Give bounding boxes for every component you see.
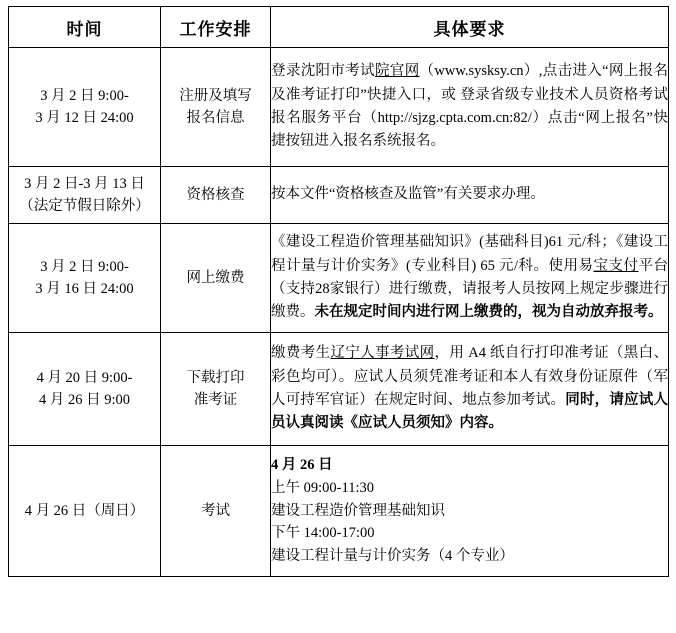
table-row: [9, 333, 669, 446]
requirement-bold-text: 未在规定时间内进行网上缴费的，视为自动放弃报考。: [314, 304, 663, 321]
requirement-text: 《建设工程造价管理基础知识》(基础科目)61 元/科；《建设工程计量与计价实务》(专业科目) 65 元/科。使用易: [271, 234, 668, 274]
exam-date: 4 月 26 日: [271, 456, 333, 473]
exam-session-time: 下午 14:00-17:00: [271, 525, 375, 542]
table-row: [9, 167, 669, 224]
cell-time: [9, 333, 161, 446]
cell-task: [161, 224, 271, 333]
cell-time: [9, 167, 161, 224]
time-line: 3 月 16 日 24:00: [35, 281, 134, 297]
column-header-requirement: 具体要求: [271, 7, 669, 48]
task-line: 下载打印: [186, 369, 245, 386]
exam-schedule-table: [8, 6, 669, 577]
requirement-text: 登录沈阳市考试: [271, 63, 375, 80]
table-header-row: [9, 7, 669, 48]
time-line: 3 月 2 日 9:00-: [40, 258, 129, 275]
task-line: 资格核查: [186, 186, 245, 203]
cell-task: [161, 333, 271, 446]
requirement-bold-text: 同时，请应试人员认真阅读《应试人员须知》内容。: [271, 392, 669, 432]
cell-task: [161, 446, 271, 577]
cell-requirement: [271, 446, 669, 577]
cell-task: [161, 48, 271, 167]
cell-task: [161, 167, 271, 224]
cell-requirement: [271, 167, 669, 224]
column-header-task: 工作安排: [161, 7, 271, 48]
requirement-underline-text: 辽宁人事考试网: [330, 345, 435, 362]
cell-time: [9, 446, 161, 577]
requirement-text: 平台（支持28家银行）进行缴费，请报考人员按网上规定步骤进行缴费。: [271, 257, 669, 321]
exam-session-time: 上午 09:00-11:30: [271, 479, 374, 496]
cell-requirement: [271, 224, 669, 333]
time-line: 4 月 20 日 9:00-: [36, 369, 133, 386]
task-line: 网上缴费: [186, 269, 245, 286]
table-row: [9, 224, 669, 333]
cell-time: [9, 48, 161, 167]
task-line: 报名信息: [186, 110, 245, 126]
time-line: 4 月 26 日 9:00: [38, 392, 131, 408]
time-line: （法定节假日除外）: [19, 198, 150, 214]
requirement-text: ，用 A4 纸自行打印准考证（黑白、彩色均可）。应试人员须凭准考证和本人有效身份证原件（军人可持军官证）在规定时间、地点参加考试。: [271, 345, 668, 408]
exam-session-subject: 建设工程计量与计价实务（4 个专业）: [271, 548, 514, 565]
requirement-underline-text: 宝支付: [593, 257, 639, 274]
task-line: 准考证: [193, 392, 238, 408]
time-line: 3 月 2 日 9:00-: [40, 87, 129, 104]
table-row: [9, 446, 669, 577]
time-line: 3 月 2 日-3 月 13 日: [24, 175, 145, 192]
requirement-underline-text: 院官网: [374, 63, 420, 80]
requirement-text: （www.sysksy.cn）,点击进入“网上报名及准考证打印”快捷入口，或 登录省级专业技术人员资格考试报名服务平台（http://sjzg.cpta.com.cn:82/）点击“网上报名”快捷按钮进入报名系统报名。: [271, 63, 668, 150]
requirement-text: 缴费考生: [271, 345, 331, 362]
task-line: 考试: [201, 502, 230, 519]
time-line: 4 月 26 日（周日）: [24, 502, 145, 519]
exam-session-subject: 建设工程造价管理基础知识: [271, 502, 445, 519]
table-row: [9, 48, 669, 167]
task-line: 注册及填写: [179, 87, 252, 104]
cell-requirement: [271, 333, 669, 446]
requirement-text: 按本文件“资格核查及监管”有关要求办理。: [271, 186, 545, 203]
cell-requirement: [271, 48, 669, 167]
column-header-time: 时间: [9, 7, 161, 48]
time-line: 3 月 12 日 24:00: [35, 110, 134, 126]
cell-time: [9, 224, 161, 333]
